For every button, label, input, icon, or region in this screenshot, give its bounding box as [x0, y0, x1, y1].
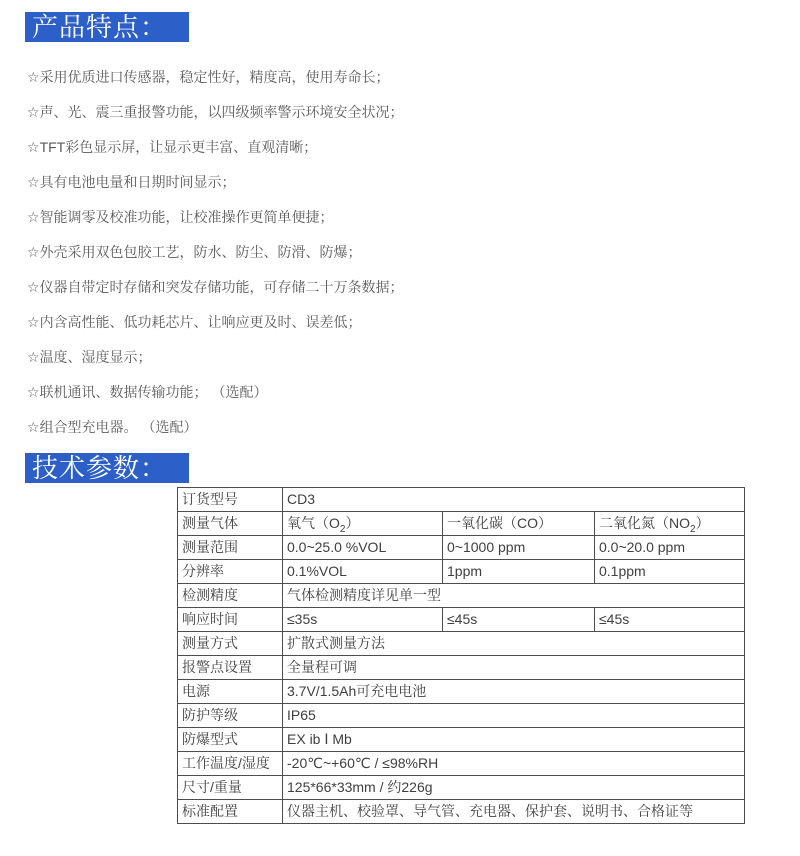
- spec-value: CD3: [283, 488, 745, 512]
- feature-item: ☆温度、湿度显示；: [27, 349, 152, 365]
- feature-item: ☆声、光、震三重报警功能，以四级频率警示环境安全状况；: [27, 104, 404, 120]
- spec-label: 测量方式: [178, 632, 283, 656]
- feature-item: ☆智能调零及校准功能，让校准操作更简单便捷；: [27, 209, 334, 225]
- spec-value: 3.7V/1.5Ah可充电电池: [283, 680, 745, 704]
- star-bullet-icon: ☆: [27, 174, 40, 190]
- spec-value: 氧气$(O_2)$: [283, 512, 443, 536]
- spec-label: 报警点设置: [178, 656, 283, 680]
- spec-label: 响应时间: [178, 608, 283, 632]
- star-bullet-icon: ☆: [27, 104, 40, 120]
- features-section: [25, 12, 800, 42]
- star-bullet-icon: ☆: [27, 69, 40, 85]
- spec-label: 分辨率: [178, 560, 283, 584]
- star-bullet-icon: ☆: [27, 384, 40, 400]
- spec-row: [178, 512, 745, 536]
- spec-row: [178, 776, 745, 800]
- spec-value: ≤45s: [443, 608, 595, 632]
- spec-label: 防爆型式: [178, 728, 283, 752]
- spec-label: 测量范围: [178, 536, 283, 560]
- spec-row: [178, 752, 745, 776]
- spec-value: -20℃~+60℃ / ≤98%RH: [283, 752, 745, 776]
- star-bullet-icon: ☆: [27, 419, 40, 435]
- features-section-title: 产品特点：: [25, 12, 189, 42]
- feature-item: ☆组合型充电器。 （选配）: [27, 419, 198, 435]
- spec-label: 尺寸/重量: [178, 776, 283, 800]
- specs-table: [177, 487, 745, 824]
- spec-row: [178, 560, 745, 584]
- spec-row: [178, 632, 745, 656]
- specs-section: [25, 453, 800, 483]
- spec-label: 电源: [178, 680, 283, 704]
- spec-value: 0~1000 ppm: [443, 536, 595, 560]
- spec-value: 0.0~20.0 ppm: [595, 536, 745, 560]
- spec-label: 测量气体: [178, 512, 283, 536]
- spec-value: 125*66*33mm / 约226g: [283, 776, 745, 800]
- spec-label: 订货型号: [178, 488, 283, 512]
- spec-row: [178, 656, 745, 680]
- spec-row: [178, 680, 745, 704]
- spec-label: 防护等级: [178, 704, 283, 728]
- features-list: [25, 68, 800, 437]
- spec-row: [178, 608, 745, 632]
- specs-table-body: [178, 488, 745, 824]
- feature-item: ☆TFT彩色显示屏，让显示更丰富、直观清晰；: [27, 139, 318, 155]
- spec-value: 气体检测精度详见单一型: [283, 584, 745, 608]
- spec-row: [178, 488, 745, 512]
- spec-value: 0.0~25.0 %VOL: [283, 536, 443, 560]
- spec-label: 工作温度/湿度: [178, 752, 283, 776]
- spec-label: 标准配置: [178, 800, 283, 824]
- spec-row: [178, 584, 745, 608]
- spec-value: 仪器主机、校验罩、导气管、充电器、保护套、说明书、合格证等: [283, 800, 745, 824]
- spec-value: 扩散式测量方法: [283, 632, 745, 656]
- feature-item: ☆仪器自带定时存储和突发存储功能，可存储二十万条数据；: [27, 279, 404, 295]
- star-bullet-icon: ☆: [27, 279, 40, 295]
- spec-value: EX ib Ⅰ Mb: [283, 728, 745, 752]
- spec-value: 全量程可调: [283, 656, 745, 680]
- spec-value: IP65: [283, 704, 745, 728]
- star-bullet-icon: ☆: [27, 244, 40, 260]
- specs-section-title: 技术参数：: [25, 453, 189, 483]
- spec-value: 二氧化氮$(NO_2)$: [595, 512, 745, 536]
- spec-value: 1ppm: [443, 560, 595, 584]
- spec-label: 检测精度: [178, 584, 283, 608]
- spec-value: ≤45s: [595, 608, 745, 632]
- feature-item: ☆具有电池电量和日期时间显示；: [27, 174, 236, 190]
- spec-value: 一氧化碳（CO）: [443, 512, 595, 536]
- spec-row: [178, 536, 745, 560]
- spec-value: ≤35s: [283, 608, 443, 632]
- star-bullet-icon: ☆: [27, 314, 40, 330]
- feature-item: ☆联机通讯、数据传输功能； （选配）: [27, 384, 268, 400]
- feature-item: ☆采用优质进口传感器，稳定性好，精度高，使用寿命长；: [27, 69, 390, 85]
- spec-row: [178, 704, 745, 728]
- star-bullet-icon: ☆: [27, 349, 40, 365]
- star-bullet-icon: ☆: [27, 209, 40, 225]
- spec-row: [178, 728, 745, 752]
- feature-item: ☆内含高性能、低功耗芯片、让响应更及时、误差低；: [27, 314, 362, 330]
- spec-value: 0.1ppm: [595, 560, 745, 584]
- spec-value: 0.1%VOL: [283, 560, 443, 584]
- spec-row: [178, 800, 745, 824]
- star-bullet-icon: ☆: [27, 139, 40, 155]
- feature-item: ☆外壳采用双色包胶工艺，防水、防尘、防滑、防爆；: [27, 244, 362, 260]
